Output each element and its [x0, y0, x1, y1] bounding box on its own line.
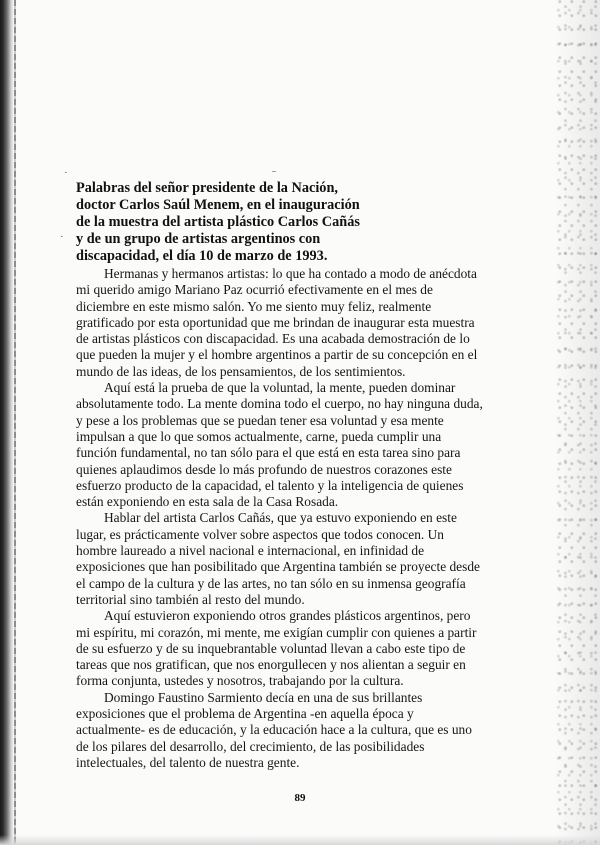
body-line: exposiciones que el problema de Argentina -en aquella época y — [76, 706, 414, 722]
body-line: actualmente- es de educación, y la educación hace a la cultura, que es uno — [76, 722, 472, 738]
body-line: Hablar del artista Carlos Cañás, que ya estuvo exponiendo en este — [104, 510, 457, 526]
body-line: mi querido amigo Mariano Paz ocurrió efectivamente en el mes de — [76, 282, 433, 298]
scan-speck: ˉ — [272, 167, 276, 181]
body-line: mundo de las ideas, de los pensamientos, de los sentimientos. — [76, 363, 406, 379]
body-line: gratificado por esta oportunidad que me brindan de inaugurar esta muestra — [76, 314, 475, 330]
body-line: diciembre en este mismo salón. Yo me siento muy feliz, realmente — [76, 298, 432, 314]
body-line: quienes aplaudimos desde lo más profundo de nuestros corazones este — [76, 461, 452, 477]
body-line: absolutamente todo. La mente domina todo el cuerpo, no hay ninguna duda, — [76, 396, 483, 412]
speech-title — [76, 180, 496, 265]
body-line: que pueden la mujer y el hombre argentinos a partir de su concepción en el — [76, 347, 478, 363]
speech-title-line: y de un grupo de artistas argentinos con — [76, 231, 321, 247]
scan-speck: · — [64, 167, 68, 179]
speech-title-line: doctor Carlos Saúl Menem, en el inauguración — [76, 197, 360, 213]
body-line: Aquí está la prueba de que la voluntad, la mente, pueden dominar — [104, 380, 456, 396]
body-line: exposiciones que han posibilitado que Argentina también se proyecte desde — [76, 559, 480, 575]
body-line: intelectuales, del talento de nuestra gente. — [76, 754, 300, 770]
body-line: el campo de la cultura y de las artes, no tan sólo en su inmensa geografía — [76, 575, 466, 591]
body-line: lugar, es prácticamente volver sobre aspectos que todos conocen. Un — [76, 526, 444, 542]
body-line: y pese a los problemas que se puedan tener esa voluntad y esa mente — [76, 412, 444, 428]
body-line: hombre laureado a nivel nacional e internacional, en infinidad de — [76, 543, 425, 559]
binding-shadow — [0, 0, 14, 845]
body-line: forma conjunta, ustedes y nosotros, trabajando por la cultura. — [76, 673, 404, 689]
page-number: 89 — [294, 792, 306, 804]
body-line: impulsan a que lo que somos actualmente, carne, pueda cumplir una — [76, 428, 442, 444]
body-line: están exponiendo en esta sala de la Casa Rosada. — [76, 494, 339, 510]
body-line: mi espíritu, mi corazón, mi mente, me exigían cumplir con quienes a partir — [76, 624, 477, 640]
speech-title-line: discapacidad, el día 10 de marzo de 1993. — [76, 248, 328, 264]
body-line: tareas que nos gratifican, que nos enorgullecen y nos alientan a seguir en — [76, 657, 466, 673]
binding-edge — [14, 0, 16, 845]
speech-title-line: Palabras del señor presidente de la Nación, — [76, 180, 338, 196]
scan-speck: · — [60, 231, 64, 243]
body-line: esfuerzo producto de la capacidad, el talento y la inteligencia de quienes — [76, 477, 464, 493]
speech-title-line: de la muestra del artista plástico Carlos Cañás — [76, 214, 360, 230]
body-line: de artistas plásticos con discapacidad. Es una acabada demostración de lo — [76, 331, 470, 347]
body-line: Hermanas y hermanos artistas: lo que ha contado a modo de anécdota — [104, 266, 477, 281]
speech-body — [76, 266, 528, 771]
body-line: de los pilares del desarrollo, del crecimiento, de las posibilidades — [76, 738, 425, 754]
body-line: de su esfuerzo y de su inquebrantable voluntad llevan a cabo este tipo de — [76, 640, 466, 656]
body-line: territorial sino también al resto del mundo. — [76, 591, 305, 607]
body-line: Domingo Faustino Sarmiento decía en una de sus brillantes — [104, 689, 423, 705]
body-line: Aquí estuvieron exponiendo otros grandes plásticos argentinos, pero — [104, 608, 471, 624]
body-line: función fundamental, no tan sólo para el que está en esta tarea sino para — [76, 445, 461, 461]
scan-edge-bottom — [0, 835, 600, 845]
scan-edge-right — [555, 0, 600, 845]
